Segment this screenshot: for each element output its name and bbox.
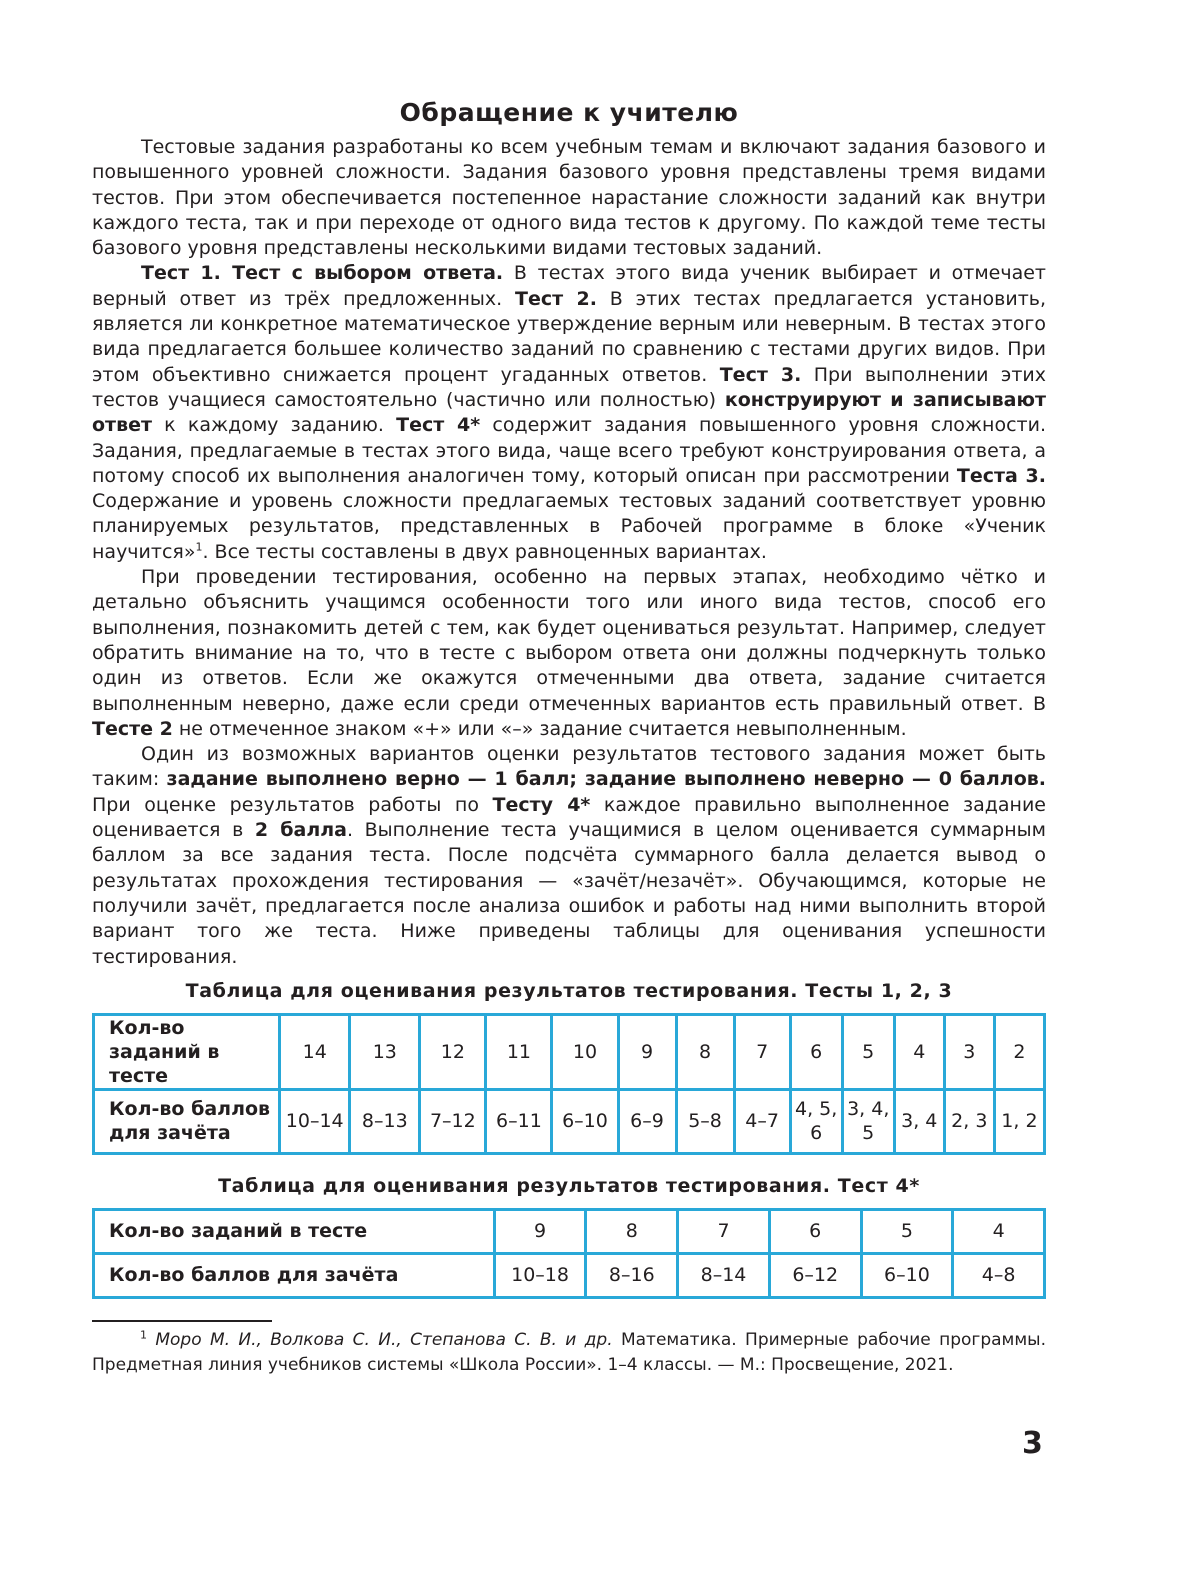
table-cell: 4–8: [953, 1253, 1045, 1297]
table-cell: 6–11: [486, 1089, 552, 1153]
text-span: каждое правильно выполненное задание оценивается в: [92, 793, 1046, 842]
page-title: Обращение к учителю: [399, 98, 739, 127]
row-header: Кол-во баллов для зачёта: [94, 1089, 280, 1153]
table-row: [94, 1014, 1045, 1089]
table-row: [94, 1089, 1045, 1153]
row-header: Кол-во баллов для зачёта: [94, 1253, 495, 1297]
table-cell: 1, 2: [994, 1089, 1044, 1153]
table-cell: 8: [586, 1209, 678, 1253]
footnote-number: 1: [140, 1328, 147, 1342]
table-cell: 13: [350, 1014, 420, 1089]
table-cell: 10–18: [494, 1253, 586, 1297]
bold-test-3-ref: Теста 3.: [956, 464, 1046, 487]
table-cell: 9: [618, 1014, 676, 1089]
row-header: Кол-во заданий в тесте: [94, 1209, 495, 1253]
table-cell: 8–14: [678, 1253, 770, 1297]
bold-two-points: 2 балла: [254, 819, 347, 842]
table-cell: 3, 4: [894, 1089, 944, 1153]
table-cell: 4–7: [734, 1089, 790, 1153]
text-span: . Выполнение теста учащимися в целом оценивается суммарным баллом за все задания теста. После подсчёта суммарного балла делается вывод о результатах прохождения тестирования — «зачёт/незачёт». Обучающимся, которые не получили зачёт, предлагается после анализа ошибок и работы над ними выполнить второй вариант того же теста. Ниже приведены таблицы для оценивания успешности тестирования.: [92, 819, 1046, 968]
bold-construct: конструируют и записывают ответ: [92, 388, 1046, 437]
bold-test-1: Тест 1. Тест с выбором ответа.: [141, 262, 504, 285]
bold-test-2: Тест 2.: [515, 287, 597, 310]
table-cell: 5: [861, 1209, 953, 1253]
page-number: 3: [1022, 1426, 1043, 1461]
paragraph-intro: Тестовые задания разработаны ко всем учебным темам и включают задания базового и повышенного уровней сложности. Задания базового уровня представлены тремя видами тестов. При этом обеспечивается постепенное нарастание сложности заданий как внутри каждого теста, так и при переходе от одного вида тестов к другому. По каждой теме тесты базового уровня представлены несколькими видами тестовых заданий.: [92, 136, 1046, 260]
table-cell: 2: [994, 1014, 1044, 1089]
footnote-ref: 1: [195, 540, 203, 554]
paragraph-scoring: [92, 742, 1046, 970]
text-span: Один из возможных вариантов оценки результатов тестового задания может быть таким:: [92, 743, 1046, 791]
table-cell: 10–14: [280, 1089, 350, 1153]
table-cell: 6–10: [861, 1253, 953, 1297]
bold-test-3: Тест 3.: [719, 363, 802, 386]
table-cell: 6–12: [769, 1253, 861, 1297]
table-cell: 11: [486, 1014, 552, 1089]
table-cell: 7: [678, 1209, 770, 1253]
table-cell: 9: [494, 1209, 586, 1253]
footnote-authors: Моро М. И., Волкова С. И., Степанова С. В. и др.: [155, 1330, 613, 1350]
table-cell: 7–12: [420, 1089, 486, 1153]
text-span: При проведении тестирования, особенно на первых этапах, необходимо чётко и детально объяснить учащимся особенности того или иного вида тестов, способ его выполнения, познакомить детей с тем, как будет оцениваться результат. Например, следует обратить внимание на то, что в тесте с выбором ответа они должны подчеркнуть только один из ответов. Если же окажутся отмеченными два ответа, задание считается выполненным неверно, даже если среди отмеченных вариантов есть правильный ответ. В: [92, 566, 1046, 715]
text-span: . Все тесты составлены в двух равноценных вариантах.: [202, 540, 767, 563]
table-cell: 4, 5, 6: [790, 1089, 842, 1153]
text-span: содержит задания повышенного уровня сложности. Задания, предлагаемые в тестах этого вида, чаще всего требуют конструирования ответа, а потому способ их выполнения аналогичен тому, который описан при рассмотрении: [92, 414, 1046, 487]
text-span: не отмеченное знаком «+» или «–» задание считается невыполненным.: [172, 717, 907, 740]
table-cell: 6–9: [618, 1089, 676, 1153]
table-tests-1-2-3: [92, 1013, 1046, 1155]
table1-caption: Таблица для оценивания результатов тестирования. Тесты 1, 2, 3: [185, 979, 953, 1002]
table-cell: 5–8: [676, 1089, 734, 1153]
table-cell: 3: [944, 1014, 994, 1089]
main-content: [92, 98, 1046, 1299]
footnote-divider: [92, 1320, 272, 1322]
table-cell: 2, 3: [944, 1089, 994, 1153]
table-cell: 6: [769, 1209, 861, 1253]
footnote-text: Математика. Примерные рабочие программы. Предметная линия учебников системы «Школа России». 1–4 классы. — М.: Просвещение, 2021.: [92, 1330, 1047, 1375]
bold-test-4-ref: Тесту 4*: [492, 793, 591, 816]
text-span: В тестах этого вида ученик выбирает и отмечает верный ответ из трёх предложенных.: [92, 262, 1046, 310]
bold-test-2-ref: Тесте 2: [92, 717, 173, 740]
footnote: [92, 1328, 1046, 1378]
table-cell: 6: [790, 1014, 842, 1089]
table2-caption: Таблица для оценивания результатов тестирования. Тест 4*: [218, 1174, 920, 1197]
bold-scoring-rule: задание выполнено верно — 1 балл; задание выполнено неверно — 0 баллов.: [166, 768, 1046, 791]
table-cell: 8–13: [350, 1089, 420, 1153]
paragraph-conduct: [92, 565, 1046, 742]
table-row: [94, 1253, 1045, 1297]
text-span: В этих тестах предлагается установить, является ли конкретное математическое утверждение верным или неверным. В тестах этого вида предлагается большее количество заданий по сравнению с тестами других видов. При этом объективно снижается процент угаданных ответов.: [92, 287, 1047, 386]
text-span: Содержание и уровень сложности предлагаемых тестовых заданий соответствует уровню планируемых результатов, представленных в Рабочей программе в блоке «Ученик научится»: [92, 490, 1046, 563]
bold-test-4: Тест 4*: [396, 414, 481, 437]
text-span: При оценке результатов работы по: [92, 793, 493, 816]
table-cell: 12: [420, 1014, 486, 1089]
paragraph-test-types: [92, 261, 1046, 565]
row-header: Кол-во заданий в тесте: [94, 1014, 280, 1089]
text-span: При выполнении этих тестов учащиеся самостоятельно (частично или полностью): [92, 363, 1046, 411]
table-cell: 5: [842, 1014, 894, 1089]
table-row: [94, 1209, 1045, 1253]
table-cell: 4: [953, 1209, 1045, 1253]
table-cell: 4: [894, 1014, 944, 1089]
table-cell: 7: [734, 1014, 790, 1089]
table-cell: 3, 4, 5: [842, 1089, 894, 1153]
table-cell: 8: [676, 1014, 734, 1089]
text-span: к каждому заданию.: [152, 414, 397, 437]
table-cell: 8–16: [586, 1253, 678, 1297]
table-cell: 6–10: [552, 1089, 618, 1153]
table-test-4: [92, 1208, 1046, 1299]
table-cell: 14: [280, 1014, 350, 1089]
table-cell: 10: [552, 1014, 618, 1089]
